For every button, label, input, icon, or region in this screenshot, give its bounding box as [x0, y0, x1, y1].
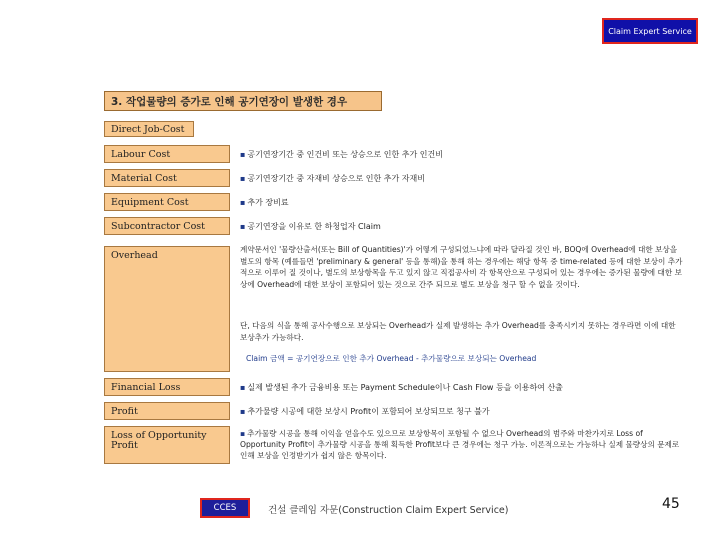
row-label-equipment-cost: Equipment Cost: [104, 193, 230, 211]
row-desc-labour-cost: [240, 145, 443, 163]
overhead-paragraph-2: 단, 다음의 식을 통해 공사수행으로 보상되는 Overhead가 실제 발생하는 추가 Overhead를 충족시키지 못하는 경우라면 이에 대한 보상추가 가능하다.: [240, 321, 676, 342]
row-desc-text: 추가 장비료: [247, 197, 289, 207]
page-number: 45: [662, 496, 680, 512]
row-desc-text: 추가물량 시공을 통해 이익을 얻을수도 있으므로 보상항목이 포함될 수 없으나 Overhead의 범주와 마찬가지로 Loss of Opportunity Profit이 추가물량 시공을 통해 획득한 Profit보다 큰 경우에는 청구 가능. 이론적으로는 가능하나 실제 물량상의 문제로 인해 보상을 인정받기가 쉽지 않은 항목이다.: [240, 429, 680, 460]
row-desc-text: 실제 발생된 추가 금융비용 또는 Payment Schedule이나 Cash Flow 등을 이용하여 산출: [247, 382, 563, 392]
row-label-subcontractor-cost: Subcontractor Cost: [104, 217, 230, 235]
bullet-icon: ▪: [240, 149, 246, 159]
row-desc-text: 공기연장기간 중 인건비 또는 상승으로 인한 추가 인건비: [247, 149, 443, 159]
bullet-icon: ▪: [240, 429, 246, 438]
row-desc-text: 공기연장을 이유로 한 하청업자 Claim: [247, 221, 381, 231]
row-desc-financial-loss: [240, 378, 563, 396]
bullet-icon: ▪: [240, 221, 246, 231]
row-desc-text: 공기연장기간 중 자재비 상승으로 인한 추가 자재비: [247, 173, 425, 183]
bullet-icon: ▪: [240, 197, 246, 207]
row-desc-subcontractor-cost: [240, 217, 381, 235]
row-label-labour-cost: Labour Cost: [104, 145, 230, 163]
cces-logo: CCES: [200, 498, 250, 518]
claim-formula: Claim 금액 = 공기연장으로 인한 추가 Overhead - 추가물량으로 보상되는 Overhead: [246, 354, 537, 363]
row-desc-profit: [240, 402, 490, 420]
group-label-direct-job-cost: Direct Job-Cost: [104, 121, 194, 137]
row-desc-material-cost: [240, 169, 425, 187]
row-label-profit: Profit: [104, 402, 230, 420]
footer-title: 건설 클레임 자문(Construction Claim Expert Service): [268, 505, 509, 516]
row-label-material-cost: Material Cost: [104, 169, 230, 187]
bullet-icon: ▪: [240, 382, 246, 392]
row-label-financial-loss: Financial Loss: [104, 378, 230, 396]
row-desc-loss-of-opportunity-profit: [240, 428, 685, 461]
overhead-paragraph-1: 계약문서인 '물량산출서(또는 Bill of Quantities)'가 어떻게 구성되었느냐에 따라 달라질 것인 바, BOQ에 Overhead에 대한 보상을 별도의 항목 (예를들면 'preliminary & general' 등을 통해)을 통해 하는 경우에는 해당 항목 중 time-related 등에 대한 보상이 추가적으로 이루어 질 것이나, 별도의 보상항목을 두고 있지 않고 직접공사비 각 항목안으로 구성되어 있는 경우에는 증가된 물량에 대한 보상에 Overhead에 대한 보상이 포함되어 있는 것으로 간주 되므로 별도 보상을 청구 할 수 없을 것이다.: [240, 245, 683, 289]
section-heading: 3. 작업물량의 증가로 인해 공기연장이 발생한 경우: [104, 91, 382, 111]
row-desc-equipment-cost: [240, 193, 289, 211]
row-label-overhead: Overhead: [104, 246, 230, 372]
bullet-icon: ▪: [240, 173, 246, 183]
claim-expert-service-badge: Claim Expert Service: [602, 18, 698, 44]
row-label-loss-of-opportunity-profit: Loss of Opportunity Profit: [104, 426, 230, 464]
bullet-icon: ▪: [240, 406, 246, 416]
row-desc-text: 추가물량 시공에 대한 보상시 Profit이 포함되어 보상되므로 청구 불가: [247, 406, 490, 416]
